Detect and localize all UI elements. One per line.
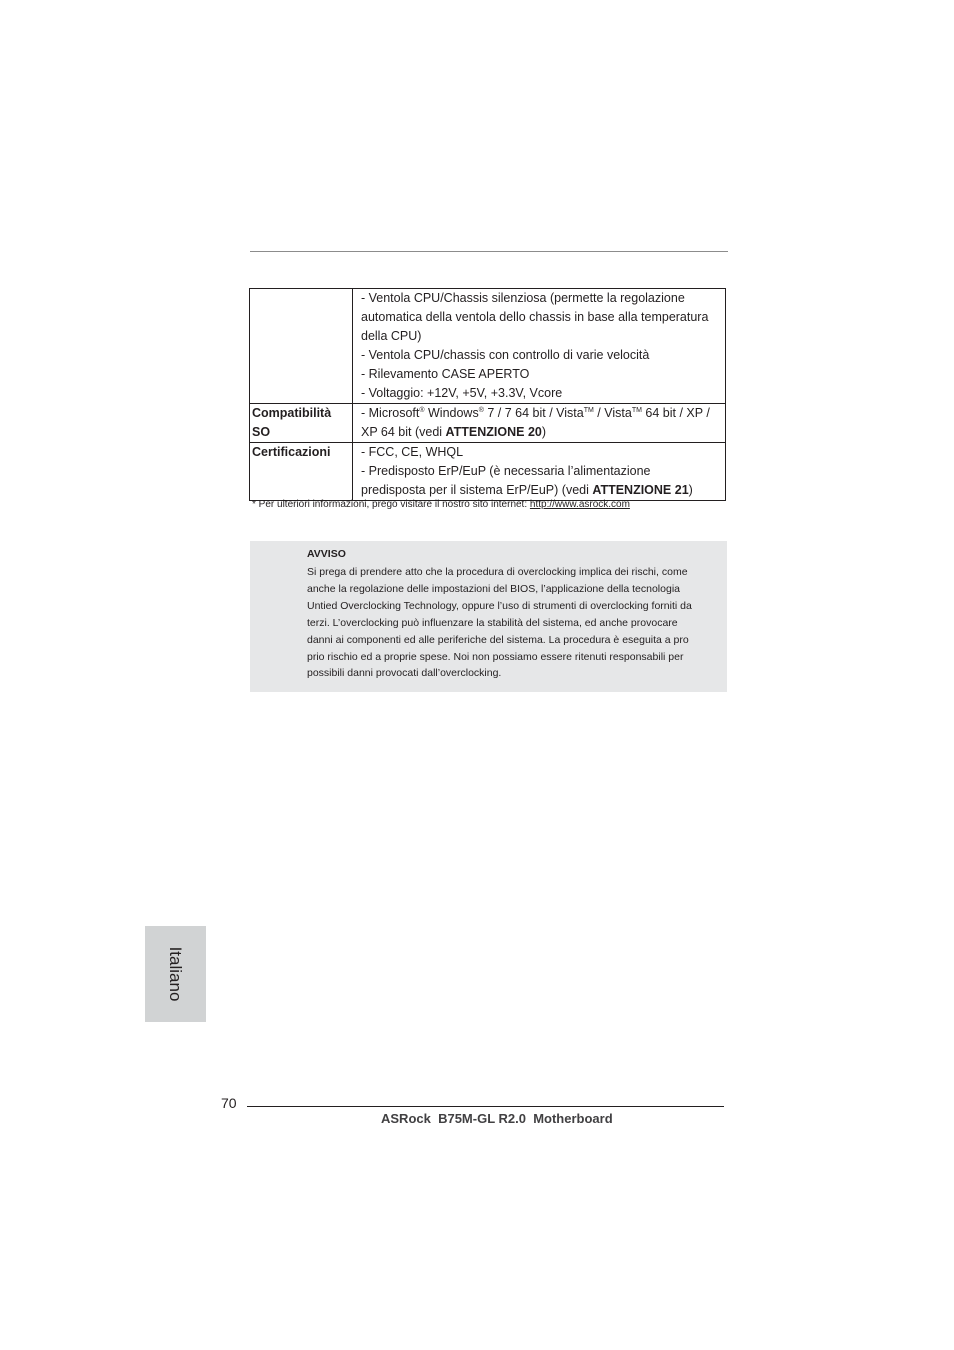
list-item: - Ventola CPU/Chassis silenziosa (permette la regolazione automatica della ventola dello chassis in base alla temperatura della CPU) [361, 291, 709, 343]
top-divider [250, 251, 728, 252]
table-row [250, 404, 726, 443]
notice-body: Si prega di prendere atto che la procedura di overclocking implica dei rischi, come anche la regolazione delle impostazioni del BIOS, l’applicazione della tecnologia Untied Overclocking Technology, oppure l’uso di strumenti di overclocking forniti da terzi. L’overclocking può influenzare la stabilità del sistema, ed anche provocare danni ai componenti ed alle periferiche del sistema. La procedura è eseguita a pro prio rischio ed a proprie spese. Noi non possiamo essere ritenuti responsabili per possibili danni provocati dall’overclocking. [307, 566, 692, 680]
spec-table [249, 288, 726, 501]
table-row [250, 289, 726, 404]
footer-title: ASRock B75M-GL R2.0 Motherboard [381, 1111, 613, 1126]
page-number: 70 [221, 1095, 237, 1111]
notice-box [250, 541, 727, 692]
footer-divider [247, 1106, 724, 1107]
language-label: Italiano [166, 946, 185, 1002]
notice-title: AVVISO [307, 548, 346, 560]
row-content [353, 289, 726, 404]
language-tab [145, 926, 206, 1022]
list-item: - Microsoft® Windows® 7 / 7 64 bit / Vista™ / Vista™ 64 bit / XP / XP 64 bit (vedi ATTENZIONE 20) [361, 406, 710, 439]
row-label-os: Compatibilità SO [250, 404, 353, 443]
row-label-cert: Certificazioni [250, 443, 353, 501]
footnote: * Per ulteriori informazioni, prego visitare il nostro sito internet: http://www.asrock.com [252, 499, 630, 510]
list-item: - Ventola CPU/chassis con controllo di varie velocità [361, 348, 650, 362]
list-item: - Predisposto ErP/EuP (è necessaria l’alimentazione predisposta per il sistema ErP/EuP) (vedi ATTENZIONE 21) [361, 464, 693, 497]
asrock-website-link[interactable]: http://www.asrock.com [529, 499, 630, 510]
row-content-os [353, 404, 726, 443]
list-item: - Rilevamento CASE APERTO [361, 367, 530, 381]
list-item: - Voltaggio: +12V, +5V, +3.3V, Vcore [361, 386, 563, 400]
table-row [250, 443, 726, 501]
row-content-cert [353, 443, 726, 501]
list-item: - FCC, CE, WHQL [361, 445, 464, 459]
row-label [250, 289, 353, 404]
